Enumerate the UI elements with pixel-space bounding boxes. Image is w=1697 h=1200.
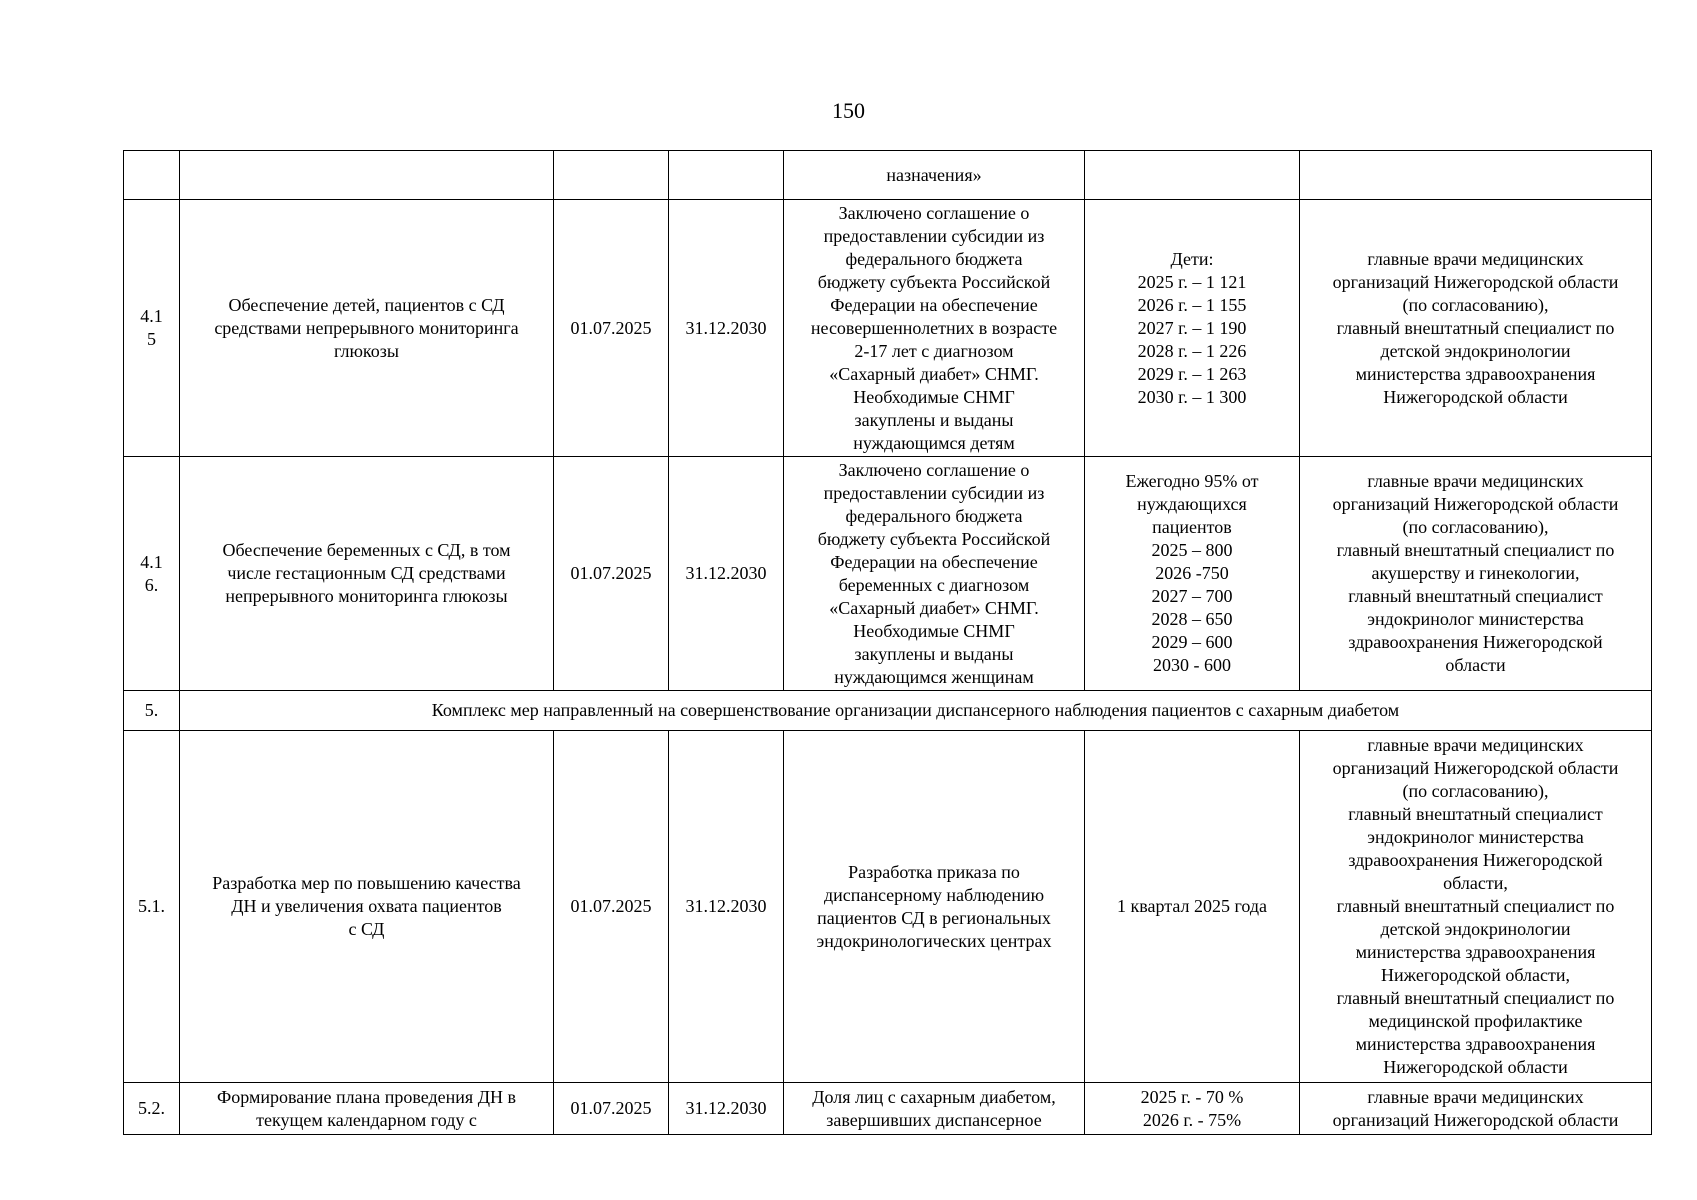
cell-indicator (1085, 200, 1300, 457)
cell-num (124, 200, 180, 457)
cell-num (124, 731, 180, 1083)
text-line: «Сахарный диабет» СНМГ. (829, 597, 1039, 618)
text-line: «Сахарный диабет» СНМГ. (829, 363, 1039, 384)
text-line: 2029 – 600 (1151, 632, 1233, 652)
text-line: с СД (348, 919, 385, 939)
cell-start-date: 01.07.2025 (554, 731, 669, 1083)
table-row-continuation (124, 151, 1652, 200)
cell-responsible (1300, 457, 1652, 691)
text-line: организаций Нижегородской области (1332, 271, 1619, 292)
cell-indicator (1085, 151, 1300, 200)
cell-indicator (1085, 1083, 1300, 1135)
text-line: Обеспечение детей, пациентов с СД (228, 294, 505, 315)
table-row-4-16 (124, 457, 1652, 691)
cell-responsible (1300, 731, 1652, 1083)
text-line: 6. (144, 574, 159, 595)
text-line: Федерации на обеспечение (830, 294, 1038, 315)
text-line: 2028 г. – 1 226 (1137, 340, 1247, 361)
text-line: здравоохранения Нижегородской (1348, 632, 1603, 652)
text-line: федерального бюджета (845, 248, 1023, 269)
text-line: 4.1 (140, 551, 163, 572)
text-line: федерального бюджета (845, 505, 1023, 526)
cell-start-date: 01.07.2025 (554, 200, 669, 457)
table-row-4-15 (124, 200, 1652, 457)
cell-responsible (1300, 1083, 1652, 1135)
text-line: завершивших диспансерное (826, 1109, 1042, 1130)
text-line: пациентов СД в региональных (817, 907, 1051, 928)
table-row-5-2 (124, 1083, 1652, 1135)
text-line: Федерации на обеспечение (830, 551, 1038, 572)
text-line: 2026 -750 (1155, 563, 1229, 583)
cell-title (180, 457, 554, 691)
text-line: закуплены и выданы (854, 643, 1014, 664)
text-line: организаций Нижегородской области (1332, 758, 1619, 778)
text-line: главный внештатный специалист по (1336, 988, 1615, 1008)
text-line: главные врачи медицинских (1367, 248, 1584, 269)
text-line: Разработка приказа по (848, 861, 1020, 882)
text-line: бюджету субъекта Российской (817, 528, 1051, 549)
text-line: детской эндокринологии (1380, 340, 1571, 361)
text-line: Заключено соглашение о (838, 459, 1030, 480)
text-line: 5.1. (138, 896, 165, 916)
text-line: Нижегородской области, (1380, 965, 1571, 985)
text-line: эндокринологических центрах (816, 930, 1052, 951)
text-line: 2029 г. – 1 263 (1137, 363, 1247, 384)
text-line: 5.2. (138, 1098, 165, 1118)
text-line: акушерству и гинекологии, (1371, 563, 1580, 583)
text-line: здравоохранения Нижегородской (1348, 850, 1603, 870)
text-line: 2-17 лет с диагнозом (854, 340, 1014, 361)
text-line: 1 квартал 2025 года (1116, 896, 1268, 916)
text-line: Необходимые СНМГ (853, 386, 1015, 407)
text-line: 2030 - 600 (1153, 655, 1231, 675)
text-line: министерства здравоохранения (1355, 363, 1596, 384)
text-line: Обеспечение беременных с СД, в том (222, 540, 511, 560)
text-line: 2026 г. – 1 155 (1137, 294, 1247, 315)
text-line: предоставлении субсидии из (823, 482, 1045, 503)
text-line: глюкозы (334, 340, 399, 361)
cell-end-date: 31.12.2030 (669, 731, 784, 1083)
text-line: 2027 г. – 1 190 (1137, 317, 1247, 338)
text-line: детской эндокринологии (1380, 919, 1571, 939)
text-line: ДН и увеличения охвата пациентов (231, 896, 502, 916)
text-line: 5 (147, 329, 156, 349)
text-line: главный внештатный специалист (1348, 586, 1603, 606)
text-line: (по согласованию), (1402, 294, 1549, 315)
text-line: 2027 – 700 (1151, 586, 1233, 606)
text-line: Ежегодно 95% от (1125, 471, 1259, 491)
text-line: организаций Нижегородской области (1332, 1109, 1619, 1130)
cell-result (784, 1083, 1085, 1135)
section-title: Комплекс мер направленный на совершенствование организации диспансерного наблюдения пациентов с сахарным диабетом (180, 691, 1652, 731)
cell-result (784, 731, 1085, 1083)
cell-title (180, 731, 554, 1083)
text-line: 2030 г. – 1 300 (1137, 386, 1247, 407)
text-line: 2025 г. – 1 121 (1137, 271, 1247, 292)
cell-responsible (1300, 200, 1652, 457)
cell-num (124, 457, 180, 691)
text-line: области, (1443, 873, 1508, 893)
cell-indicator (1085, 731, 1300, 1083)
text-line: министерства здравоохранения (1355, 942, 1596, 962)
text-line: 2025 – 800 (1151, 540, 1233, 560)
text-line: главные врачи медицинских (1367, 735, 1584, 755)
cell-num (124, 1083, 180, 1135)
text-line: главные врачи медицинских (1367, 471, 1584, 491)
cell-result (784, 200, 1085, 457)
cell-start-date: 01.07.2025 (554, 1083, 669, 1135)
text-line: нуждающимся детям (853, 432, 1015, 453)
text-line: Необходимые СНМГ (853, 620, 1015, 641)
cell-start-date (554, 151, 669, 200)
cell-end-date: 31.12.2030 (669, 457, 784, 691)
text-line: области (1445, 655, 1506, 675)
text-line: главный внештатный специалист по (1336, 317, 1615, 338)
text-line: Разработка мер по повышению качества (212, 873, 521, 893)
text-line: непрерывного мониторинга глюкозы (225, 586, 508, 606)
text-line: пациентов (1152, 517, 1232, 537)
cell-result (784, 151, 1085, 200)
text-line: числе гестационным СД средствами (227, 563, 506, 583)
text-line: главные врачи медицинских (1367, 1086, 1584, 1107)
table-row-5-1 (124, 731, 1652, 1083)
text-line: Формирование плана проведения ДН в (217, 1086, 516, 1107)
text-line: эндокринолог министерства (1367, 609, 1584, 629)
cell-title (180, 1083, 554, 1135)
text-line: Доля лиц с сахарным диабетом, (812, 1086, 1056, 1107)
cell-indicator (1085, 457, 1300, 691)
text-line: назначения» (886, 164, 982, 185)
text-line: средствами непрерывного мониторинга (214, 317, 519, 338)
action-plan-table (123, 150, 1652, 1135)
text-line: диспансерному наблюдению (823, 884, 1045, 905)
cell-responsible (1300, 151, 1652, 200)
text-line: главный внештатный специалист по (1336, 540, 1615, 560)
text-line: несовершеннолетних в возрасте (810, 317, 1058, 338)
cell-end-date (669, 151, 784, 200)
text-line: бюджету субъекта Российской (817, 271, 1051, 292)
text-line: Нижегородской области (1383, 386, 1568, 407)
cell-num (124, 151, 180, 200)
text-line: организаций Нижегородской области (1332, 494, 1619, 514)
cell-end-date: 31.12.2030 (669, 1083, 784, 1135)
text-line: 2025 г. - 70 % (1140, 1086, 1244, 1107)
text-line: нуждающихся (1137, 494, 1247, 514)
text-line: текущем календарном году с (256, 1109, 477, 1130)
text-line: Дети: (1170, 248, 1214, 269)
text-line: (по согласованию), (1402, 517, 1549, 537)
text-line: эндокринолог министерства (1367, 827, 1584, 847)
text-line: 2028 – 650 (1151, 609, 1233, 629)
cell-title (180, 151, 554, 200)
text-line: Заключено соглашение о (838, 202, 1030, 223)
cell-result (784, 457, 1085, 691)
cell-end-date: 31.12.2030 (669, 200, 784, 457)
text-line: главный внештатный специалист (1348, 804, 1603, 824)
page-number: 150 (832, 98, 865, 123)
text-line: министерства здравоохранения (1355, 1034, 1596, 1054)
cell-num: 5. (124, 691, 180, 731)
text-line: нуждающимся женщинам (834, 666, 1034, 687)
text-line: Нижегородской области (1383, 1057, 1568, 1077)
text-line: 2026 г. - 75% (1142, 1109, 1242, 1130)
text-line: главный внештатный специалист по (1336, 896, 1615, 916)
cell-title (180, 200, 554, 457)
text-line: беременных с диагнозом (838, 574, 1030, 595)
text-line: (по согласованию), (1402, 781, 1549, 801)
text-line: предоставлении субсидии из (823, 225, 1045, 246)
table-row-section-5 (124, 691, 1652, 731)
text-line: закуплены и выданы (854, 409, 1014, 430)
text-line: 4.1 (140, 306, 163, 326)
cell-start-date: 01.07.2025 (554, 457, 669, 691)
text-line: медицинской профилактике (1368, 1011, 1583, 1031)
